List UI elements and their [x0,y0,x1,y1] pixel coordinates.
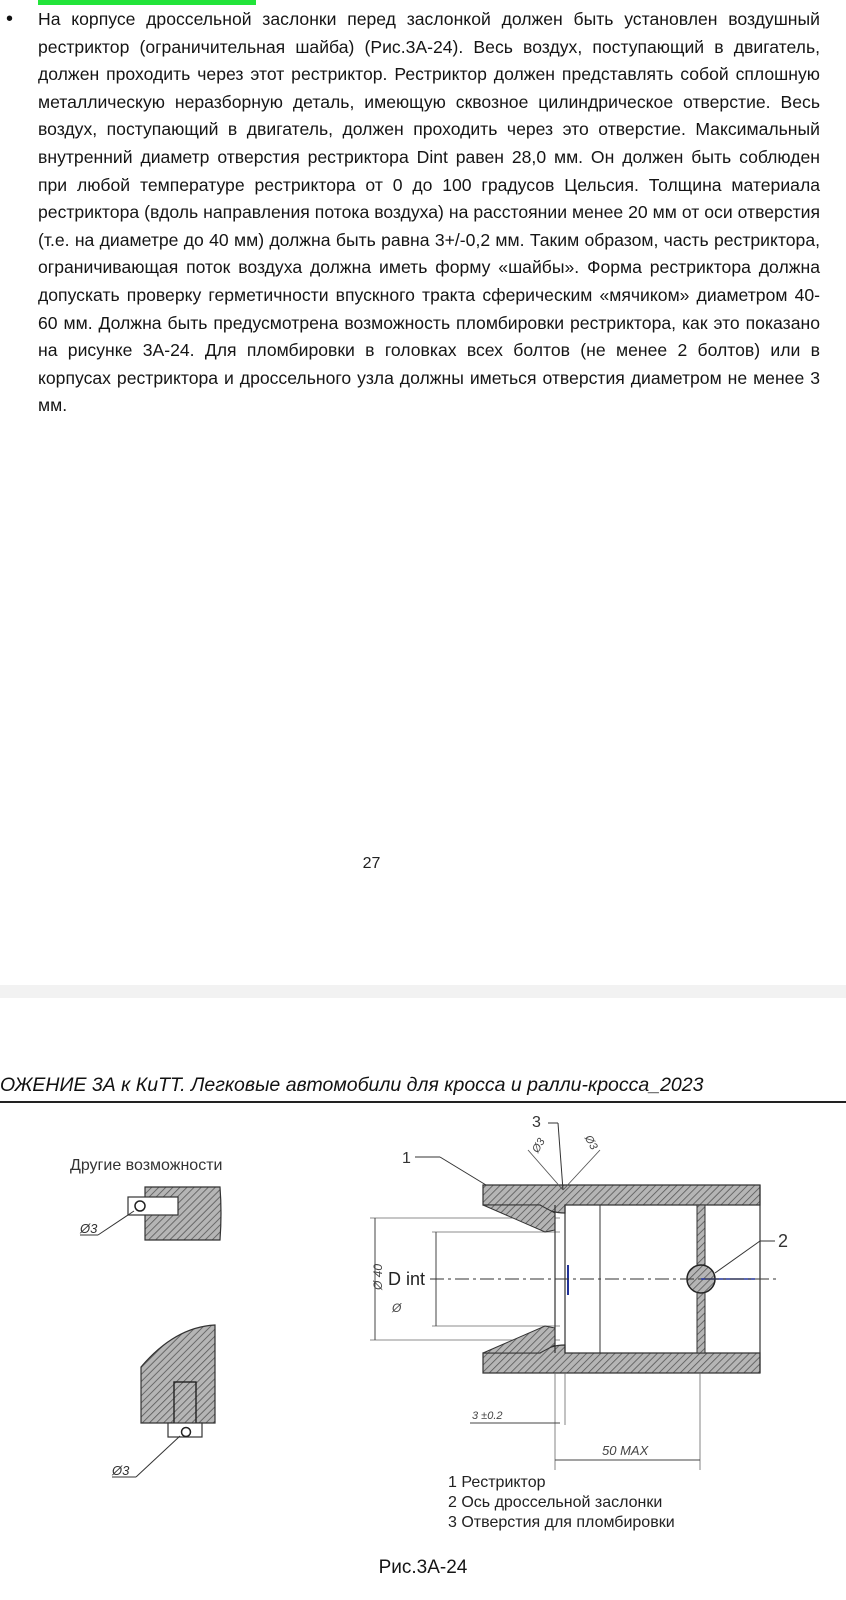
dint-symbol: Ø [392,1301,402,1315]
running-header: ОЖЕНИЕ 3А к КиТТ. Легковые автомобили для кросса и ралли-кросса_2023 [0,1074,704,1096]
other-options-title: Другие возможности [70,1157,223,1174]
legend-item-2: 2 Ось дроссельной заслонки [448,1494,663,1511]
bolt-detail-lower [112,1325,215,1477]
body-paragraph: На корпусе дроссельной заслонки перед заслонкой должен быть установлен воздушный рестриктор (ограничительная шайба) (Рис.3А-24). Весь воздух, поступающий в двигатель, должен проходить через этот рестриктор. Рестриктор должен представлять собой сплошную металлическую неразборную деталь, имеющую сквозное цилиндрическое отверстие. Весь воздух, поступающий в двигатель, должен проходить через это отверстие. Максимальный внутренний диаметр отверстия рестриктора Dint равен 28,0 мм. Он должен быть соблюден при любой температуре рестриктора от 0 до 100 градусов Цельсия. Толщина материала рестриктора (вдоль направления потока воздуха) на расстоянии менее 20 мм от оси отверстия (т.е. на диаметре до 40 мм) должна быть равна 3+/-0,2 мм. Таким образом, часть рестриктора, ограничивающая поток воздуха должна иметь форму «шайбы». Форма рестриктора должна допускать проверку герметичности впускного тракта сферическим «мячиком» диаметром 40-60 мм. Должна быть предусмотрена возможность пломбировки рестриктора, как это показано на рисунке 3А-24. Для пломбировки в головках всех болтов (не менее 2 болтов) или в корпусах рестриктора и дроссельного узла должны иметься отверстия диаметром не менее 3 мм. [38,9,820,416]
callout-2: 2 [778,1231,789,1251]
restrictor-section [370,1123,780,1470]
thickness-label: 3 ±0.2 [472,1410,503,1422]
page-number: 27 [362,855,381,872]
page-separator [0,985,846,998]
callout-1: 1 [402,1150,411,1167]
dint-label: D int [388,1269,426,1289]
figure-caption: Рис.3А-24 [378,1557,468,1578]
dia3-top-left: Ø3 [530,1136,548,1156]
restrictor-drawing [0,1105,846,1555]
dia3-label-upper: Ø3 [80,1221,98,1236]
header-rule [0,1101,846,1103]
highlight-mark [38,0,256,5]
legend-item-3: 3 Отверстия для пломбировки [448,1514,675,1531]
bolt-detail-upper [80,1187,221,1240]
dia3-label-lower: Ø3 [112,1463,130,1478]
dia40-label: Ø 40 [371,1263,385,1290]
callout-3: 3 [532,1114,541,1131]
bullet-marker: • [6,8,14,30]
dia3-top-right: Ø3 [581,1133,600,1153]
max-label: 50 MAX [602,1443,649,1458]
legend-item-1: 1 Рестриктор [448,1474,546,1491]
